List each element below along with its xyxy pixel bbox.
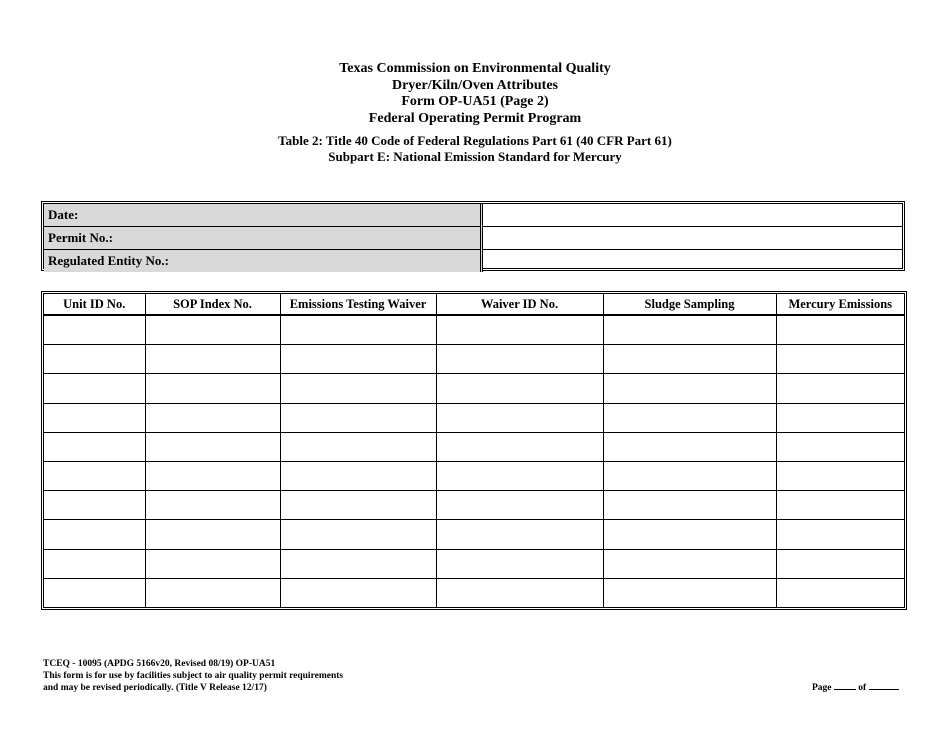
program-name: Federal Operating Permit Program — [368, 110, 582, 126]
regulated-entity-row — [44, 250, 902, 273]
waiver-id-cell[interactable] — [436, 549, 603, 578]
date-row — [44, 204, 902, 227]
waiver-id-cell[interactable] — [436, 520, 603, 549]
of-label: of — [858, 683, 867, 693]
waiver-id-cell[interactable] — [436, 315, 603, 345]
col-header-waiver-id: Waiver ID No. — [436, 294, 603, 315]
page-total-field[interactable] — [869, 680, 899, 690]
emissions-testing-waiver-cell[interactable] — [280, 345, 436, 374]
mercury-emissions-cell[interactable] — [776, 520, 904, 549]
sludge-sampling-cell[interactable] — [603, 578, 776, 607]
footer-note-2: and may be revised periodically. (Title V Release 12/17) — [43, 683, 267, 693]
waiver-id-cell[interactable] — [436, 345, 603, 374]
sop-index-cell[interactable] — [145, 315, 280, 345]
table-row — [44, 520, 904, 549]
sludge-sampling-cell[interactable] — [603, 403, 776, 432]
emissions-testing-waiver-cell[interactable] — [280, 578, 436, 607]
permit-row — [44, 227, 902, 250]
waiver-id-cell[interactable] — [436, 403, 603, 432]
form-revision: TCEQ - 10095 (APDG 5166v20, Revised 08/19) OP-UA51 — [43, 659, 276, 669]
mercury-emissions-cell[interactable] — [776, 432, 904, 461]
sludge-sampling-cell[interactable] — [603, 520, 776, 549]
sludge-sampling-cell[interactable] — [603, 315, 776, 345]
unit-id-cell[interactable] — [44, 345, 145, 374]
mercury-emissions-cell[interactable] — [776, 578, 904, 607]
table-row — [44, 461, 904, 490]
emissions-testing-waiver-cell[interactable] — [280, 315, 436, 345]
mercury-emissions-cell[interactable] — [776, 403, 904, 432]
regulated-entity-label: Regulated Entity No.: — [44, 250, 482, 273]
col-header-unit-id: Unit ID No. — [44, 294, 145, 315]
page-number-field[interactable] — [834, 680, 856, 690]
attributes-table — [44, 294, 904, 607]
waiver-id-cell[interactable] — [436, 461, 603, 490]
form-footer — [43, 658, 343, 694]
table-row — [44, 374, 904, 403]
sop-index-cell[interactable] — [145, 403, 280, 432]
header-row — [44, 294, 904, 315]
emissions-testing-waiver-cell[interactable] — [280, 432, 436, 461]
waiver-id-cell[interactable] — [436, 374, 603, 403]
waiver-id-cell[interactable] — [436, 578, 603, 607]
waiver-id-cell[interactable] — [436, 491, 603, 520]
mercury-emissions-cell[interactable] — [776, 345, 904, 374]
sop-index-cell[interactable] — [145, 432, 280, 461]
emissions-testing-waiver-cell[interactable] — [280, 374, 436, 403]
table-title-line-1: Table 2: Title 40 Code of Federal Regulations Part 61 (40 CFR Part 61) — [278, 133, 672, 148]
sludge-sampling-cell[interactable] — [603, 345, 776, 374]
date-label: Date: — [44, 204, 482, 227]
emissions-testing-waiver-cell[interactable] — [280, 549, 436, 578]
mercury-emissions-cell[interactable] — [776, 461, 904, 490]
attributes-box — [41, 291, 907, 610]
col-header-emissions-testing-waiver: Emissions Testing Waiver — [280, 294, 436, 315]
table-row — [44, 345, 904, 374]
col-header-mercury-emissions: Mercury Emissions — [776, 294, 904, 315]
table-row — [44, 491, 904, 520]
form-subject: Dryer/Kiln/Oven Attributes — [391, 77, 559, 93]
permit-no-field[interactable] — [482, 227, 903, 250]
col-header-sop-index: SOP Index No. — [145, 294, 280, 315]
mercury-emissions-cell[interactable] — [776, 374, 904, 403]
sop-index-cell[interactable] — [145, 549, 280, 578]
unit-id-cell[interactable] — [44, 578, 145, 607]
sludge-sampling-cell[interactable] — [603, 461, 776, 490]
identification-table — [44, 204, 902, 272]
sop-index-cell[interactable] — [145, 578, 280, 607]
mercury-emissions-cell[interactable] — [776, 491, 904, 520]
regulated-entity-field[interactable] — [482, 250, 903, 273]
page-number — [812, 680, 899, 693]
unit-id-cell[interactable] — [44, 432, 145, 461]
table-row — [44, 403, 904, 432]
form-title — [0, 61, 950, 127]
table-row — [44, 315, 904, 345]
emissions-testing-waiver-cell[interactable] — [280, 461, 436, 490]
unit-id-cell[interactable] — [44, 491, 145, 520]
agency-name: Texas Commission on Environmental Quality — [339, 61, 611, 76]
table-title — [0, 133, 950, 164]
emissions-testing-waiver-cell[interactable] — [280, 520, 436, 549]
unit-id-cell[interactable] — [44, 315, 145, 345]
sop-index-cell[interactable] — [145, 461, 280, 490]
identification-box — [41, 201, 905, 271]
sop-index-cell[interactable] — [145, 345, 280, 374]
unit-id-cell[interactable] — [44, 461, 145, 490]
table-row — [44, 578, 904, 607]
unit-id-cell[interactable] — [44, 374, 145, 403]
footer-note-1: This form is for use by facilities subject to air quality permit requirements — [43, 671, 344, 681]
sop-index-cell[interactable] — [145, 374, 280, 403]
unit-id-cell[interactable] — [44, 520, 145, 549]
emissions-testing-waiver-cell[interactable] — [280, 491, 436, 520]
table-row — [44, 432, 904, 461]
table-title-line-2: Subpart E: National Emission Standard for Mercury — [328, 148, 622, 164]
mercury-emissions-cell[interactable] — [776, 549, 904, 578]
sop-index-cell[interactable] — [145, 491, 280, 520]
emissions-testing-waiver-cell[interactable] — [280, 403, 436, 432]
page-label: Page — [812, 683, 832, 693]
table-row — [44, 549, 904, 578]
unit-id-cell[interactable] — [44, 549, 145, 578]
form-number: Form OP-UA51 (Page 2) — [401, 94, 549, 109]
sludge-sampling-cell[interactable] — [603, 549, 776, 578]
col-header-sludge-sampling: Sludge Sampling — [603, 294, 776, 315]
sludge-sampling-cell[interactable] — [603, 491, 776, 520]
waiver-id-cell[interactable] — [436, 432, 603, 461]
unit-id-cell[interactable] — [44, 403, 145, 432]
sop-index-cell[interactable] — [145, 520, 280, 549]
sludge-sampling-cell[interactable] — [603, 432, 776, 461]
mercury-emissions-cell[interactable] — [776, 315, 904, 345]
date-field[interactable] — [482, 204, 903, 227]
permit-no-label: Permit No.: — [44, 227, 482, 250]
sludge-sampling-cell[interactable] — [603, 374, 776, 403]
